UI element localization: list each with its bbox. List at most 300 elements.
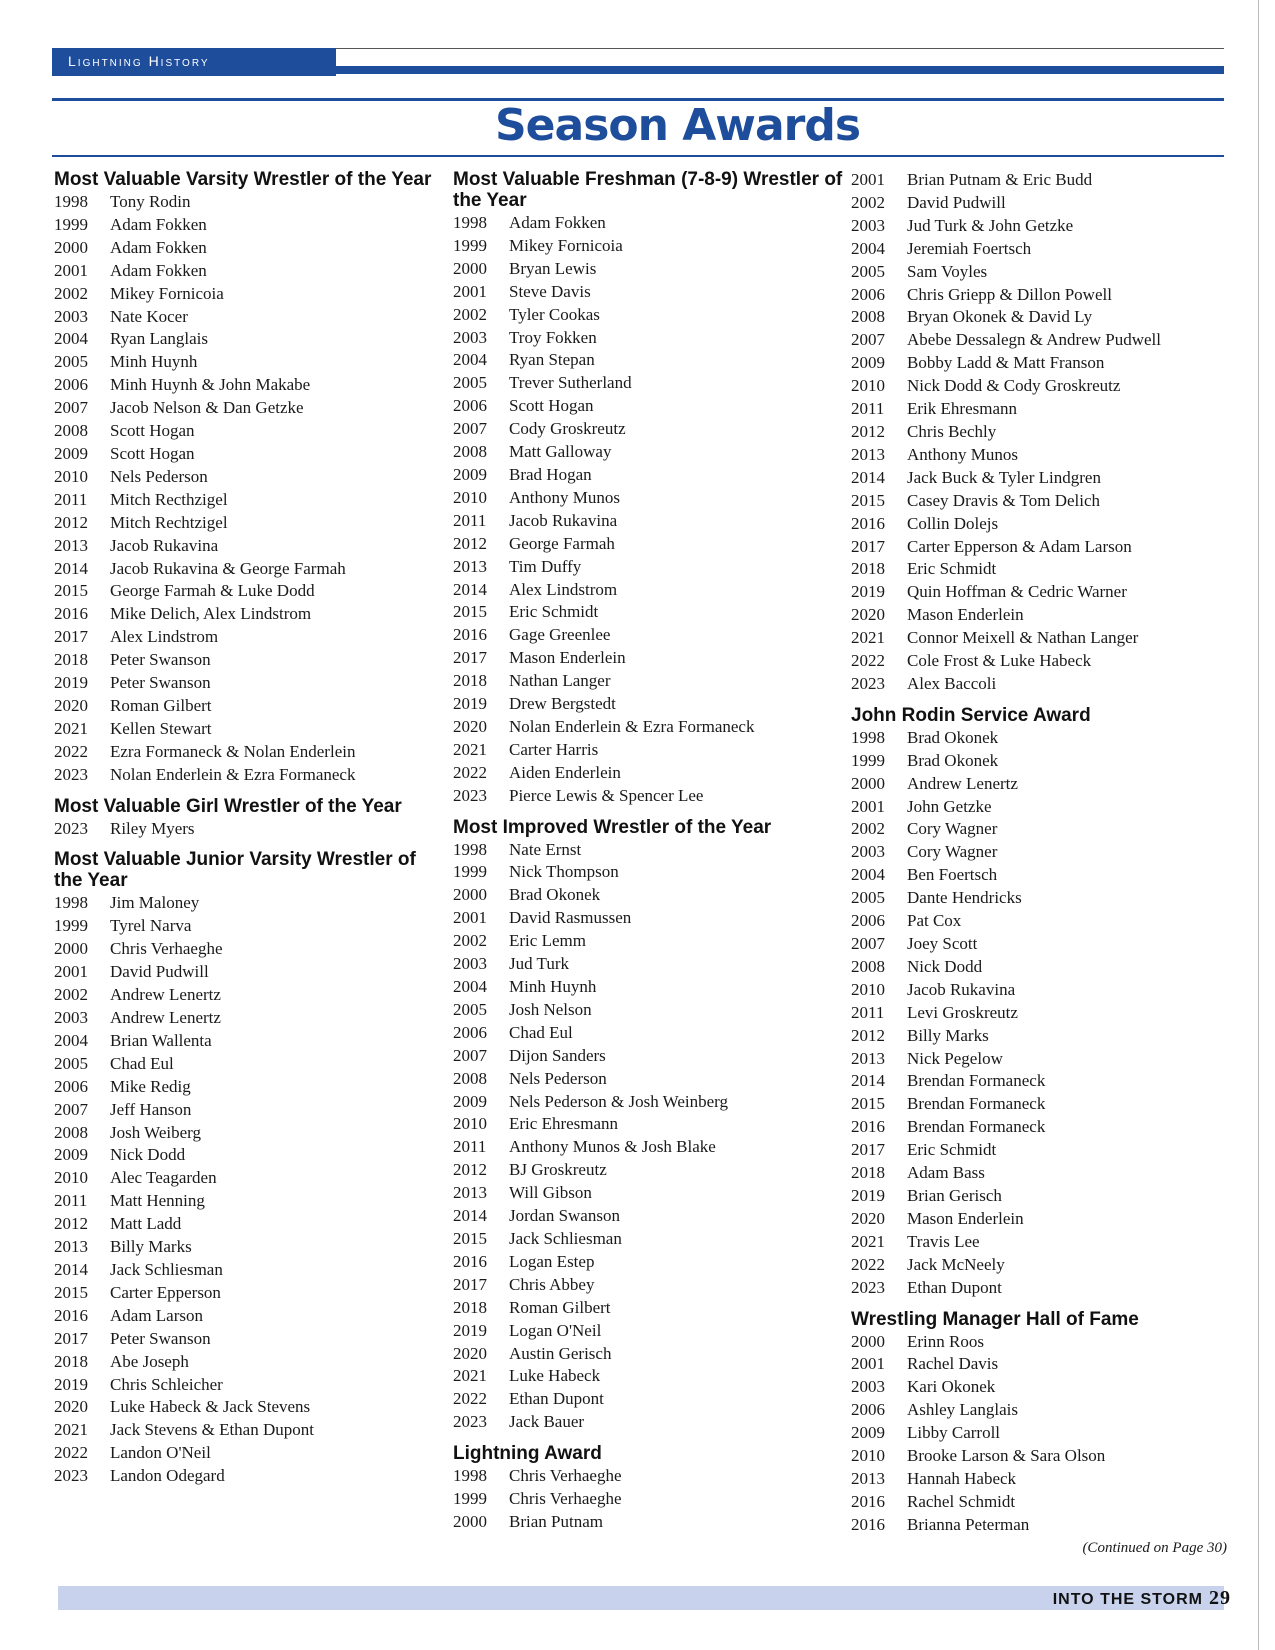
award-recipient: Erinn Roos	[907, 1331, 984, 1351]
award-year: 2008	[453, 1068, 487, 1088]
award-recipient: Landon Odegard	[110, 1466, 225, 1486]
award-year: 2008	[54, 1122, 88, 1142]
award-recipient: Chris Verhaeghe	[110, 939, 223, 959]
award-year: 2004	[851, 238, 885, 258]
award-year: 2021	[851, 628, 885, 648]
award-recipient: Ezra Formaneck & Nolan Enderlein	[110, 741, 356, 761]
award-entry	[453, 839, 843, 862]
award-recipient: Matt Ladd	[110, 1214, 182, 1234]
award-entry	[453, 1343, 843, 1366]
award-entry	[54, 1442, 434, 1465]
award-entry	[453, 1365, 843, 1388]
award-year: 2019	[851, 1185, 885, 1205]
award-entry	[453, 907, 843, 930]
award-entry	[851, 192, 1231, 215]
award-year: 1999	[453, 235, 487, 255]
award-recipient: Nolan Enderlein & Ezra Formaneck	[110, 764, 356, 784]
award-entry	[54, 328, 434, 351]
award-entry	[851, 1514, 1231, 1537]
award-entry	[453, 235, 843, 258]
award-entry	[453, 1297, 843, 1320]
award-recipient: John Getzke	[907, 796, 992, 816]
award-year: 2015	[453, 1228, 487, 1248]
award-entry	[453, 1159, 843, 1182]
award-entry	[453, 624, 843, 647]
award-recipient: Bryan Lewis	[509, 258, 597, 278]
award-recipient: Jordan Swanson	[509, 1206, 620, 1226]
award-year: 2005	[453, 373, 487, 393]
award-year: 2022	[851, 651, 885, 671]
award-entry	[453, 930, 843, 953]
award-year: 2022	[54, 1443, 88, 1463]
award-entry	[851, 887, 1231, 910]
award-year: 2005	[54, 352, 88, 372]
award-entry	[54, 764, 434, 787]
award-recipient: Kari Okonek	[907, 1377, 996, 1397]
award-recipient: Nolan Enderlein & Ezra Formaneck	[509, 716, 755, 736]
award-recipient: Brian Wallenta	[110, 1030, 212, 1050]
award-year: 2009	[453, 1091, 487, 1111]
footer-band	[58, 1586, 1224, 1610]
award-entry	[453, 601, 843, 624]
award-entry	[54, 1167, 434, 1190]
award-section	[453, 1443, 843, 1534]
award-year: 2018	[453, 671, 487, 691]
award-year: 2015	[453, 602, 487, 622]
award-entry	[851, 979, 1231, 1002]
award-recipient: Brad Okonek	[907, 750, 999, 770]
award-recipient: Ben Foertsch	[907, 865, 998, 885]
award-entry	[54, 626, 434, 649]
award-year: 2009	[54, 1145, 88, 1165]
award-entry	[54, 603, 434, 626]
award-recipient: Chris Schleicher	[110, 1374, 223, 1394]
award-recipient: Carter Epperson & Adam Larson	[907, 536, 1132, 556]
award-year: 1999	[453, 862, 487, 882]
award-year: 2002	[54, 985, 88, 1005]
award-year: 1998	[453, 1466, 487, 1486]
award-year: 2014	[54, 558, 88, 578]
award-recipient: Adam Fokken	[110, 214, 207, 234]
award-entry	[851, 627, 1231, 650]
award-recipient: Brian Putnam	[509, 1511, 603, 1531]
award-year: 2006	[453, 1022, 487, 1042]
award-section-title: Most Valuable Junior Varsity Wrestler of the Year	[54, 849, 416, 892]
award-year: 2022	[851, 1254, 885, 1274]
header-rule	[336, 66, 1224, 74]
award-recipient: Mitch Rechtzigel	[110, 512, 228, 532]
award-entry	[453, 762, 843, 785]
award-recipient: Nick Thompson	[509, 862, 619, 882]
award-year: 2009	[54, 443, 88, 463]
award-entry	[851, 169, 1231, 192]
award-entry	[851, 1208, 1231, 1231]
award-recipient: Matt Galloway	[509, 442, 612, 462]
award-recipient: George Farmah	[509, 533, 615, 553]
award-year: 2010	[851, 376, 885, 396]
award-entry	[851, 215, 1231, 238]
award-year: 1999	[851, 750, 885, 770]
award-entry	[851, 1139, 1231, 1162]
award-year: 2003	[851, 1377, 885, 1397]
award-year: 2006	[54, 1076, 88, 1096]
award-recipient: Mason Enderlein	[907, 1208, 1024, 1228]
award-entry	[851, 1231, 1231, 1254]
award-year: 2017	[54, 627, 88, 647]
award-entry	[453, 556, 843, 579]
award-recipient: Ryan Stepan	[509, 350, 595, 370]
award-entry	[851, 1048, 1231, 1071]
award-recipient: Scott Hogan	[110, 443, 195, 463]
award-year: 2016	[851, 1117, 885, 1137]
award-recipient: Drew Bergstedt	[509, 694, 616, 714]
award-year: 2012	[851, 421, 885, 441]
award-recipient: Chad Eul	[110, 1053, 174, 1073]
award-entry	[851, 1185, 1231, 1208]
award-recipient: Peter Swanson	[110, 650, 211, 670]
award-entry	[453, 976, 843, 999]
award-year: 2011	[453, 1137, 487, 1157]
award-recipient: Alex Lindstrom	[509, 579, 618, 599]
award-year: 2020	[54, 1397, 88, 1417]
award-year: 1998	[851, 727, 885, 747]
award-recipient: Pierce Lewis & Spencer Lee	[509, 785, 704, 805]
award-entry	[453, 1205, 843, 1228]
award-recipient: Aiden Enderlein	[509, 762, 621, 782]
page-edge	[1258, 0, 1259, 1650]
award-recipient: Brad Hogan	[509, 464, 592, 484]
award-recipient: Josh Nelson	[509, 999, 592, 1019]
award-year: 1998	[54, 893, 88, 913]
award-year: 2019	[453, 694, 487, 714]
award-year: 2000	[453, 885, 487, 905]
award-year: 2003	[851, 215, 885, 235]
award-recipient: Nick Dodd	[907, 956, 983, 976]
award-year: 2016	[54, 1305, 88, 1325]
award-recipient: Jack Buck & Tyler Lindgren	[907, 467, 1101, 487]
award-recipient: BJ Groskreutz	[509, 1160, 607, 1180]
award-section	[851, 169, 1231, 696]
award-entry	[851, 444, 1231, 467]
award-year: 2023	[851, 1277, 885, 1297]
award-entry	[453, 281, 843, 304]
award-entry	[453, 487, 843, 510]
award-recipient: Eric Schmidt	[907, 1140, 997, 1160]
award-entry	[851, 818, 1231, 841]
award-entry	[54, 1099, 434, 1122]
award-year: 2010	[453, 1114, 487, 1134]
award-recipient: Jack Schliesman	[110, 1259, 223, 1279]
award-recipient: Levi Groskreutz	[907, 1002, 1018, 1022]
award-section	[851, 705, 1231, 1300]
award-entry	[453, 1411, 843, 1434]
award-recipient: Cody Groskreutz	[509, 419, 626, 439]
award-entry	[851, 750, 1231, 773]
award-year: 2008	[453, 442, 487, 462]
award-recipient: Tim Duffy	[509, 556, 582, 576]
award-entry	[453, 510, 843, 533]
award-recipient: Minh Huynh & John Makabe	[110, 375, 311, 395]
award-year: 2002	[453, 931, 487, 951]
award-entry	[851, 796, 1231, 819]
award-entry	[54, 512, 434, 535]
award-entry	[54, 351, 434, 374]
award-recipient: Jim Maloney	[110, 893, 200, 913]
award-entry	[54, 961, 434, 984]
award-entry	[54, 1190, 434, 1213]
award-entry	[54, 1053, 434, 1076]
award-year: 2007	[54, 398, 88, 418]
award-recipient: Jack Stevens & Ethan Dupont	[110, 1420, 314, 1440]
award-year: 2005	[851, 888, 885, 908]
award-year: 2001	[851, 796, 885, 816]
award-recipient: Ethan Dupont	[907, 1277, 1002, 1297]
award-entry	[54, 672, 434, 695]
award-entry	[453, 785, 843, 808]
award-year: 2000	[54, 939, 88, 959]
award-recipient: Hannah Habeck	[907, 1468, 1017, 1488]
award-entry	[453, 1251, 843, 1274]
award-recipient: Travis Lee	[907, 1231, 980, 1251]
award-section-title: Wrestling Manager Hall of Fame	[851, 1308, 1139, 1330]
award-year: 2002	[851, 192, 885, 212]
award-section	[54, 796, 434, 841]
award-year: 2015	[851, 490, 885, 510]
award-year: 2023	[54, 1466, 88, 1486]
award-year: 2010	[453, 487, 487, 507]
award-year: 2004	[851, 865, 885, 885]
award-recipient: Steve Davis	[509, 281, 591, 301]
award-entry	[54, 818, 434, 841]
award-year: 2017	[453, 648, 487, 668]
award-year: 2003	[54, 1008, 88, 1027]
award-recipient: Casey Dravis & Tom Delich	[907, 490, 1101, 510]
award-entry	[851, 841, 1231, 864]
award-recipient: Austin Gerisch	[509, 1343, 612, 1363]
award-entry	[851, 306, 1231, 329]
award-year: 2007	[851, 330, 885, 350]
award-year: 2002	[54, 283, 88, 303]
award-recipient: Alex Lindstrom	[110, 627, 219, 647]
award-recipient: Jud Turk	[509, 954, 570, 974]
award-recipient: David Pudwill	[907, 192, 1006, 212]
title-rule-bottom	[52, 155, 1224, 157]
award-entry	[54, 420, 434, 443]
award-year: 2001	[851, 170, 885, 189]
award-year: 2019	[54, 673, 88, 693]
award-recipient: David Rasmussen	[509, 908, 632, 928]
award-year: 2010	[54, 466, 88, 486]
award-year: 2020	[851, 1208, 885, 1228]
award-year: 2010	[54, 1168, 88, 1188]
award-recipient: Will Gibson	[509, 1183, 592, 1203]
award-year: 2021	[453, 739, 487, 759]
award-recipient: Alec Teagarden	[110, 1168, 217, 1188]
award-entry	[851, 1445, 1231, 1468]
award-entry	[453, 1511, 843, 1534]
award-recipient: Tony Rodin	[110, 192, 191, 211]
award-year: 2000	[54, 237, 88, 257]
award-entry	[54, 580, 434, 603]
award-year: 2014	[453, 1206, 487, 1226]
award-section	[54, 169, 434, 787]
award-recipient: Chad Eul	[509, 1022, 573, 1042]
award-entry	[453, 1068, 843, 1091]
award-recipient: Adam Bass	[907, 1163, 985, 1183]
award-recipient: Carter Harris	[509, 739, 599, 759]
award-year: 1998	[453, 213, 487, 232]
award-year: 2016	[851, 1491, 885, 1511]
award-year: 2013	[54, 535, 88, 555]
award-year: 2005	[54, 1053, 88, 1073]
award-recipient: Libby Carroll	[907, 1423, 1001, 1443]
page-number: 29	[1209, 1587, 1231, 1609]
award-year: 2014	[851, 1071, 885, 1091]
award-entry	[453, 304, 843, 327]
award-year: 2011	[54, 1191, 88, 1211]
award-entry	[851, 1025, 1231, 1048]
award-recipient: Anthony Munos	[509, 487, 620, 507]
award-year: 2006	[453, 396, 487, 416]
award-recipient: Troy Fokken	[509, 327, 597, 347]
award-year: 2009	[851, 1423, 885, 1443]
award-year: 2016	[851, 1514, 885, 1534]
award-section-title: John Rodin Service Award	[851, 704, 1091, 726]
award-recipient: Trever Sutherland	[509, 373, 632, 393]
award-entry	[851, 604, 1231, 627]
award-recipient: Brendan Formaneck	[907, 1117, 1046, 1137]
award-year: 2018	[54, 1351, 88, 1371]
award-recipient: Cory Wagner	[907, 842, 998, 862]
award-year: 2004	[54, 1030, 88, 1050]
award-entry	[54, 374, 434, 397]
award-recipient: Nick Pegelow	[907, 1048, 1003, 1068]
award-recipient: Mitch Recthzigel	[110, 489, 228, 509]
award-recipient: Eric Lemm	[509, 931, 586, 951]
award-year: 2013	[54, 1237, 88, 1257]
award-year: 2000	[851, 773, 885, 793]
award-recipient: Pat Cox	[907, 911, 962, 931]
award-recipient: Brendan Formaneck	[907, 1071, 1046, 1091]
award-year: 2009	[851, 353, 885, 373]
award-recipient: Jack Schliesman	[509, 1228, 622, 1248]
award-year: 2017	[54, 1328, 88, 1348]
award-recipient: Luke Habeck	[509, 1366, 601, 1386]
award-recipient: Ryan Langlais	[110, 329, 208, 349]
award-entry	[851, 1277, 1231, 1300]
award-year: 1999	[54, 214, 88, 234]
award-recipient: Josh Weiberg	[110, 1122, 202, 1142]
award-year: 2007	[453, 1045, 487, 1065]
award-year: 2022	[54, 741, 88, 761]
award-recipient: Andrew Lenertz	[110, 985, 221, 1005]
award-entry	[851, 238, 1231, 261]
award-recipient: Joey Scott	[907, 934, 978, 953]
award-entry	[54, 1396, 434, 1419]
awards-column-1	[54, 169, 434, 1497]
award-year: 2004	[453, 350, 487, 370]
footer	[1053, 1587, 1231, 1610]
award-year: 2020	[851, 605, 885, 625]
award-year: 2001	[54, 962, 88, 982]
award-entry	[851, 1422, 1231, 1445]
award-entry	[453, 953, 843, 976]
award-year: 2020	[453, 1343, 487, 1363]
award-year: 2007	[851, 934, 885, 953]
award-entry	[851, 558, 1231, 581]
award-entry	[453, 395, 843, 418]
awards-column-2	[453, 169, 843, 1543]
award-entry	[453, 1091, 843, 1114]
award-entry	[54, 718, 434, 741]
award-recipient: Ashley Langlais	[907, 1400, 1018, 1420]
award-recipient: Nels Pederson	[509, 1068, 607, 1088]
award-year: 2022	[453, 1389, 487, 1409]
award-year: 2014	[453, 579, 487, 599]
award-recipient: Scott Hogan	[110, 421, 195, 441]
award-entry	[851, 727, 1231, 750]
award-recipient: Jacob Rukavina	[110, 535, 219, 555]
award-recipient: Bryan Okonek & David Ly	[907, 307, 1093, 327]
award-year: 2012	[453, 1160, 487, 1180]
award-recipient: Cory Wagner	[907, 819, 998, 839]
award-recipient: Logan Estep	[509, 1251, 595, 1271]
award-year: 2002	[453, 304, 487, 324]
award-recipient: Jud Turk & John Getzke	[907, 215, 1074, 235]
award-entry	[453, 1488, 843, 1511]
award-entry	[54, 214, 434, 237]
award-recipient: Tyler Cookas	[509, 304, 600, 324]
award-recipient: Chris Bechly	[907, 421, 997, 441]
award-entry	[851, 1491, 1231, 1514]
award-year: 2009	[453, 464, 487, 484]
award-recipient: Nathan Langer	[509, 671, 611, 691]
award-recipient: Riley Myers	[110, 818, 195, 838]
award-entry	[54, 938, 434, 961]
award-entry	[453, 693, 843, 716]
award-year: 2013	[851, 1468, 885, 1488]
award-year: 2007	[54, 1099, 88, 1119]
award-year: 2005	[453, 999, 487, 1019]
award-entry	[851, 352, 1231, 375]
award-year: 1998	[54, 192, 88, 211]
award-recipient: Minh Huynh	[110, 352, 198, 372]
publication-name: INTO THE STORM	[1052, 1591, 1203, 1608]
award-year: 2015	[54, 581, 88, 601]
award-year: 2008	[851, 307, 885, 327]
award-recipient: Brad Okonek	[907, 727, 999, 747]
award-year: 2003	[453, 327, 487, 347]
award-recipient: Dante Hendricks	[907, 888, 1022, 908]
section-header-label: Lightning History	[68, 53, 210, 69]
award-year: 2013	[851, 1048, 885, 1068]
award-entry	[54, 1419, 434, 1442]
award-recipient: Andrew Lenertz	[110, 1008, 221, 1027]
award-recipient: Andrew Lenertz	[907, 773, 1018, 793]
award-year: 2001	[54, 260, 88, 280]
award-recipient: Abebe Dessalegn & Andrew Pudwell	[907, 330, 1162, 350]
award-year: 2014	[54, 1259, 88, 1279]
award-year: 2011	[851, 399, 885, 419]
award-recipient: Jeremiah Foertsch	[907, 238, 1032, 258]
award-entry	[453, 1320, 843, 1343]
award-year: 2014	[851, 467, 885, 487]
award-year: 2017	[851, 536, 885, 556]
award-year: 2018	[453, 1297, 487, 1317]
award-recipient: Nels Pederson & Josh Weinberg	[509, 1091, 728, 1111]
award-entry	[54, 1213, 434, 1236]
award-recipient: Jacob Rukavina	[509, 510, 618, 530]
